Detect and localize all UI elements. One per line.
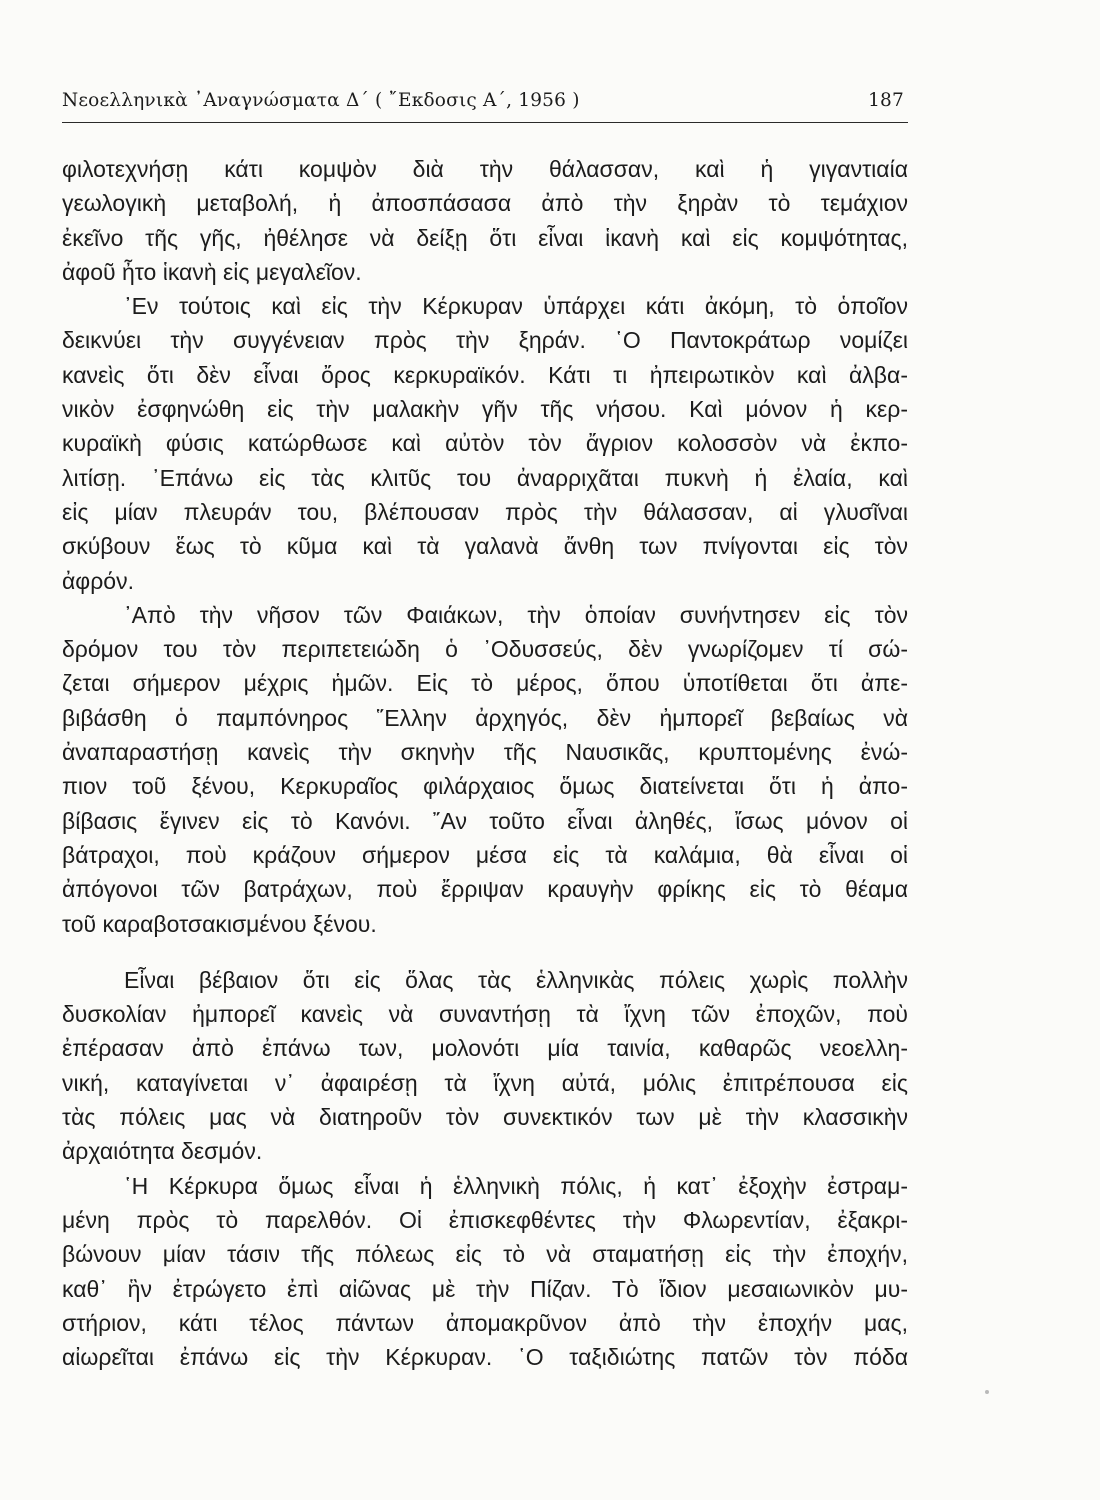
page-number: 187 [868,90,904,111]
text-line: τοῦ καραβοτσακισμένου ξένου. [62,910,377,937]
text-line: στήριον, κάτι τέλος πάντων ἀπομακρῦνον ἀπὸ τὴν ἐποχήν μας, [62,1309,908,1336]
text-line: νική, καταγίνεται ν᾿ ἀφαιρέσῃ τὰ ἴχνη αὐτά, μόλις ἐπιτρέπουσα εἰς [62,1069,908,1096]
paragraph [62,152,908,289]
text-line: ἀφρόν. [62,567,134,594]
text-line: ἐκεῖνο τῆς γῆς, ἠθέλησε νὰ δείξῃ ὅτι εἶναι ἱκανὴ καὶ εἰς κομψότητας, [62,224,908,251]
text-line: εἰς μίαν πλευράν του, βλέπουσαν πρὸς τὴν θάλασσαν, αἱ γλυσῖναι [62,498,908,525]
text-line: ἀρχαιότητα δεσμόν. [62,1138,263,1165]
text-line: γεωλογικὴ μεταβολή, ἡ ἀποσπάσασα ἀπὸ τὴν ξηρὰν τὸ τεμάχιον [62,190,908,217]
text-line: βώνουν μίαν τάσιν τῆς πόλεως εἰς τὸ νὰ σταματήσῃ εἰς τὴν ἐποχήν, [62,1241,908,1268]
text-line: ῾Η Κέρκυρα ὅμως εἶναι ἡ ἑλληνικὴ πόλις, ἡ κατ᾿ ἐξοχὴν ἐστραμ- [124,1172,908,1199]
text-line: τὰς πόλεις μας νὰ διατηροῦν τὸν συνεκτικόν των μὲ τὴν κλασσικὴν [62,1104,908,1131]
paragraph [62,289,908,598]
text-line: καθ᾿ ἣν ἐτρώγετο ἐπὶ αἰῶνας μὲ τὴν Πίζαν. Τὸ ἴδιον μεσαιωνικὸν μυ- [62,1275,908,1302]
text-line: βάτραχοι, ποὺ κράζουν σήμερον μέσα εἰς τὰ καλάμια, θὰ εἶναι οἱ [62,841,908,868]
scan-speck [985,1390,989,1394]
text-line: ἐπέρασαν ἀπὸ ἐπάνω των, μολονότι μία ταινία, καθαρῶς νεοελλη- [62,1035,908,1062]
text-line: μένη πρὸς τὸ παρελθόν. Οἱ ἐπισκεφθέντες τὴν Φλωρεντίαν, ἐξακρι- [62,1206,908,1233]
text-line: λιτίσῃ. ᾿Επάνω εἰς τὰς κλιτῦς του ἀναρριχᾶται πυκνὴ ἡ ἐλαία, καὶ [62,464,908,491]
text-line: ἀφοῦ ἦτο ἱκανὴ εἰς μεγαλεῖον. [62,258,362,285]
text-line: δυσκολίαν ἠμπορεῖ κανεὶς νὰ συναντήσῃ τὰ ἴχνη τῶν ἐποχῶν, ποὺ [62,1001,908,1028]
text-line: κανεὶς ὅτι δὲν εἶναι ὄρος κερκυραϊκόν. Κάτι τι ἠπειρωτικὸν καὶ ἀλβα- [62,361,908,388]
paragraph [62,963,908,1169]
running-title: Νεοελληνικὰ ᾿Αναγνώσματα Δ΄ ( ῎Εκδοσις Α΄, 1956 ) [62,90,580,111]
text-line: βίβασις ἔγινεν εἰς τὸ Κανόνι. ῎Αν τοῦτο εἶναι ἀληθές, ἴσως μόνον οἱ [62,807,908,834]
text-line: ζεται σήμερον μέχρις ἡμῶν. Εἰς τὸ μέρος, ὅπου ὑποτίθεται ὅτι ἀπε- [62,670,908,697]
text-line: βιβάσθη ὁ παμπόνηρος ῞Ελλην ἀρχηγός, δὲν ἠμπορεῖ βεβαίως νὰ [62,704,908,731]
text-line: αἰωρεῖται ἐπάνω εἰς τὴν Κέρκυραν. ῾Ο ταξιδιώτης πατῶν τὸν πόδα [62,1344,908,1371]
text-line: ἀπόγονοι τῶν βατράχων, ποὺ ἔρριψαν κραυγὴν φρίκης εἰς τὸ θέαμα [62,876,908,903]
text-line: δρόμον του τὸν περιπετειώδη ὁ ᾿Οδυσσεύς, δὲν γνωρίζομεν τί σώ- [62,636,908,663]
text-line: νικὸν ἐσφηνώθη εἰς τὴν μαλακὴν γῆν τῆς νήσου. Καὶ μόνον ἡ κερ- [62,396,908,423]
text-line: κυραϊκὴ φύσις κατώρθωσε καὶ αὐτὸν τὸν ἄγριον κολοσσὸν νὰ ἐκπο- [62,430,908,457]
text-line: πιον τοῦ ξένου, Κερκυραῖος φιλάρχαιος ὅμως διατείνεται ὅτι ἡ ἀπο- [62,773,908,800]
text-line: σκύβουν ἕως τὸ κῦμα καὶ τὰ γαλανὰ ἄνθη των πνίγονται εἰς τὸν [62,533,908,560]
text-line: ᾿Απὸ τὴν νῆσον τῶν Φαιάκων, τὴν ὁποίαν συνήντησεν εἰς τὸν [124,601,908,628]
paragraph [62,1169,908,1375]
paragraph [62,598,908,941]
running-header [62,88,908,123]
section-gap [62,941,908,963]
text-line: Εἶναι βέβαιον ὅτι εἰς ὅλας τὰς ἑλληνικὰς πόλεις χωρὶς πολλὴν [124,966,908,993]
text-line: ᾿Εν τούτοις καὶ εἰς τὴν Κέρκυραν ὑπάρχει κάτι ἀκόμη, τὸ ὁποῖον [124,293,908,320]
body-text [62,152,908,1374]
text-line: δεικνύει τὴν συγγένειαν πρὸς τὴν ξηράν. ῾Ο Παντοκράτωρ νομίζει [62,327,908,354]
text-line: ἀναπαραστήσῃ κανεὶς τὴν σκηνὴν τῆς Ναυσικᾶς, κρυπτομένης ἐνώ- [62,739,908,766]
text-line: φιλοτεχνήσῃ κάτι κομψὸν διὰ τὴν θάλασσαν, καὶ ἡ γιγαντιαία [62,156,908,182]
